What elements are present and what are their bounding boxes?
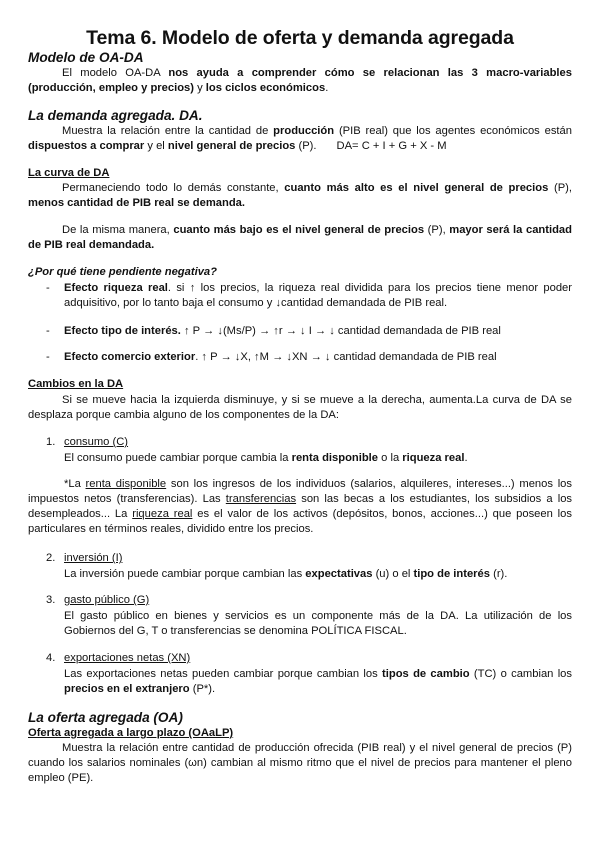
bullet-dash: - — [46, 325, 50, 337]
item-title-exportaciones: exportaciones netas (XN) — [64, 652, 191, 664]
heading-oaalp: Oferta agregada a largo plazo (OAaLP) — [28, 727, 234, 739]
text-run: son los ingresos de los individuos (salarios, alquileres, intereses...) menos los impuestos netos (transferencias). Las — [28, 478, 572, 505]
text-bold: producción — [273, 125, 335, 137]
text-bold: Efecto riqueza real — [64, 282, 168, 294]
text-run: Permaneciendo todo lo demás constante, — [62, 182, 285, 194]
text-run: El consumo puede cambiar porque cambia la — [64, 452, 292, 464]
text-underlined: renta disponible — [85, 478, 167, 490]
list-item-efecto-interes — [46, 324, 572, 339]
item-text-inversion — [64, 567, 572, 582]
text-run: La inversión puede cambiar porque cambian las — [64, 568, 306, 580]
text-run: es el valor de los activos (depósitos, bonos, acciones...) que poseen los particulares en términos reales, dividido entre los precios. — [28, 508, 572, 535]
text-run: (r). — [489, 568, 508, 580]
text-run: y — [193, 82, 206, 94]
text-run: Las exportaciones netas pueden cambiar porque cambian los — [64, 668, 383, 680]
text-bold: cuanto más bajo es el nivel general de precios — [173, 224, 425, 236]
text-bold: Efecto comercio exterior — [64, 351, 196, 363]
text-bold: Efecto tipo de interés. — [64, 325, 181, 337]
text-bold: tipo de interés — [413, 568, 490, 580]
text-underlined: transferencias — [225, 493, 297, 505]
text-run: . si ↑ los precios, la riqueza real dividida para los precios tiene menor poder adquisitivo, por lo tanto baja el consumo y ↓cantidad demandada de PIB real. — [64, 282, 572, 309]
paragraph-da-definition — [28, 124, 572, 154]
text-run: (P), — [424, 224, 450, 236]
text-underlined: riqueza real — [132, 508, 193, 520]
text-run: (PIB real) que los agentes económicos están — [334, 125, 572, 137]
list-number: 3. — [46, 594, 56, 606]
text-bold: renta disponible — [291, 452, 379, 464]
text-bold: dispuestos a comprar — [28, 140, 145, 152]
list-item-consumo — [46, 435, 572, 450]
text-run: *La — [64, 478, 86, 490]
text-bold: cuanto más alto es el nivel general de precios — [284, 182, 549, 194]
paragraph-oa-da-intro — [28, 66, 572, 96]
text-run: o la — [378, 452, 403, 464]
list-number: 4. — [46, 652, 56, 664]
list-number: 1. — [46, 436, 56, 448]
list-number: 2. — [46, 552, 56, 564]
text-run: . ↑ P → ↓X, ↑M → ↓XN → ↓ cantidad demandada de PIB real — [195, 351, 497, 363]
text-run: (TC) o cambian los — [469, 668, 572, 680]
paragraph-curva-1 — [28, 181, 572, 211]
list-item-exportaciones — [46, 651, 572, 666]
heading-demanda-agregada: La demanda agregada. DA. — [28, 108, 203, 123]
text-run: (u) o el — [372, 568, 414, 580]
note-renta-disponible — [28, 477, 572, 537]
text-run: ↑ P → ↓(Ms/P) → ↑r → ↓ I → ↓ cantidad demandada de PIB real — [180, 325, 501, 337]
text-run: El modelo OA-DA — [62, 67, 169, 79]
bullet-dash: - — [46, 351, 50, 363]
text-bold: los ciclos económicos — [205, 82, 326, 94]
text-bold: tipos de cambio — [382, 668, 470, 680]
text-run: (P), — [548, 182, 572, 194]
text-run: son las becas a los estudiantes, los subsidios a los desempleados... La — [28, 493, 573, 520]
item-text-exportaciones — [64, 667, 572, 697]
text-bold: riqueza real — [402, 452, 465, 464]
paragraph-oaalp: Muestra la relación entre cantidad de producción ofrecida (PIB real) y el nivel general de precios (P) cuando los salarios nominales (ωn) cambian al mismo ritmo que el nivel de precios para mantener el pleno empleo (PE). — [28, 742, 572, 784]
item-text-gasto-publico: El gasto público en bienes y servicios es un componente más de la DA. La utilización de los Gobiernos del G, T o transferencias se denomina POLÍTICA FISCAL. — [64, 610, 572, 637]
list-item-gasto-publico — [46, 593, 572, 608]
list-item-efecto-riqueza — [46, 281, 572, 311]
da-formula: DA= C + I + G + X - M — [336, 140, 447, 152]
text-bold: (producción, empleo y precios) — [28, 82, 194, 94]
text-run: De la misma manera, — [62, 224, 174, 236]
paragraph-curva-2 — [28, 223, 572, 253]
text-bold: expectativas — [305, 568, 373, 580]
bullet-dash: - — [46, 282, 50, 294]
text-bold: mayor será la cantidad de PIB real demandada. — [28, 224, 572, 251]
list-item-inversion — [46, 551, 572, 566]
text-run: Muestra la relación entre la cantidad de — [62, 125, 274, 137]
text-run: (P*). — [189, 683, 216, 695]
heading-modelo-oa-da: Modelo de OA-DA — [28, 50, 144, 65]
paragraph-cambios-intro: Si se mueve hacia la izquierda disminuye, y si se mueve a la derecha, aumenta.La curva de DA se desplaza porque cambia alguno de los componentes de la DA: — [28, 394, 572, 421]
document-title: Tema 6. Modelo de oferta y demanda agregada — [86, 27, 514, 49]
text-bold: precios en el extranjero — [64, 683, 190, 695]
text-run: . — [325, 82, 329, 94]
heading-curva-da: La curva de DA — [28, 167, 110, 179]
text-run: y el — [144, 140, 168, 152]
heading-oferta-agregada: La oferta agregada (OA) — [28, 710, 183, 725]
text-run: . — [464, 452, 468, 464]
text-run: (P). — [295, 140, 317, 152]
item-title-gasto-publico: gasto público (G) — [64, 594, 150, 606]
text-bold: nivel general de precios — [167, 140, 296, 152]
item-title-inversion: inversión (I) — [64, 552, 123, 564]
item-text-consumo — [64, 451, 572, 466]
item-title-consumo: consumo (C) — [64, 436, 129, 448]
text-bold: menos cantidad de PIB real se demanda. — [28, 197, 245, 209]
list-item-efecto-comercio — [46, 350, 572, 365]
heading-cambios-da: Cambios en la DA — [28, 378, 124, 390]
heading-pendiente-negativa: ¿Por qué tiene pendiente negativa? — [28, 266, 217, 278]
text-bold: nos ayuda a comprender cómo se relacionan las 3 macro-variables — [168, 67, 572, 79]
